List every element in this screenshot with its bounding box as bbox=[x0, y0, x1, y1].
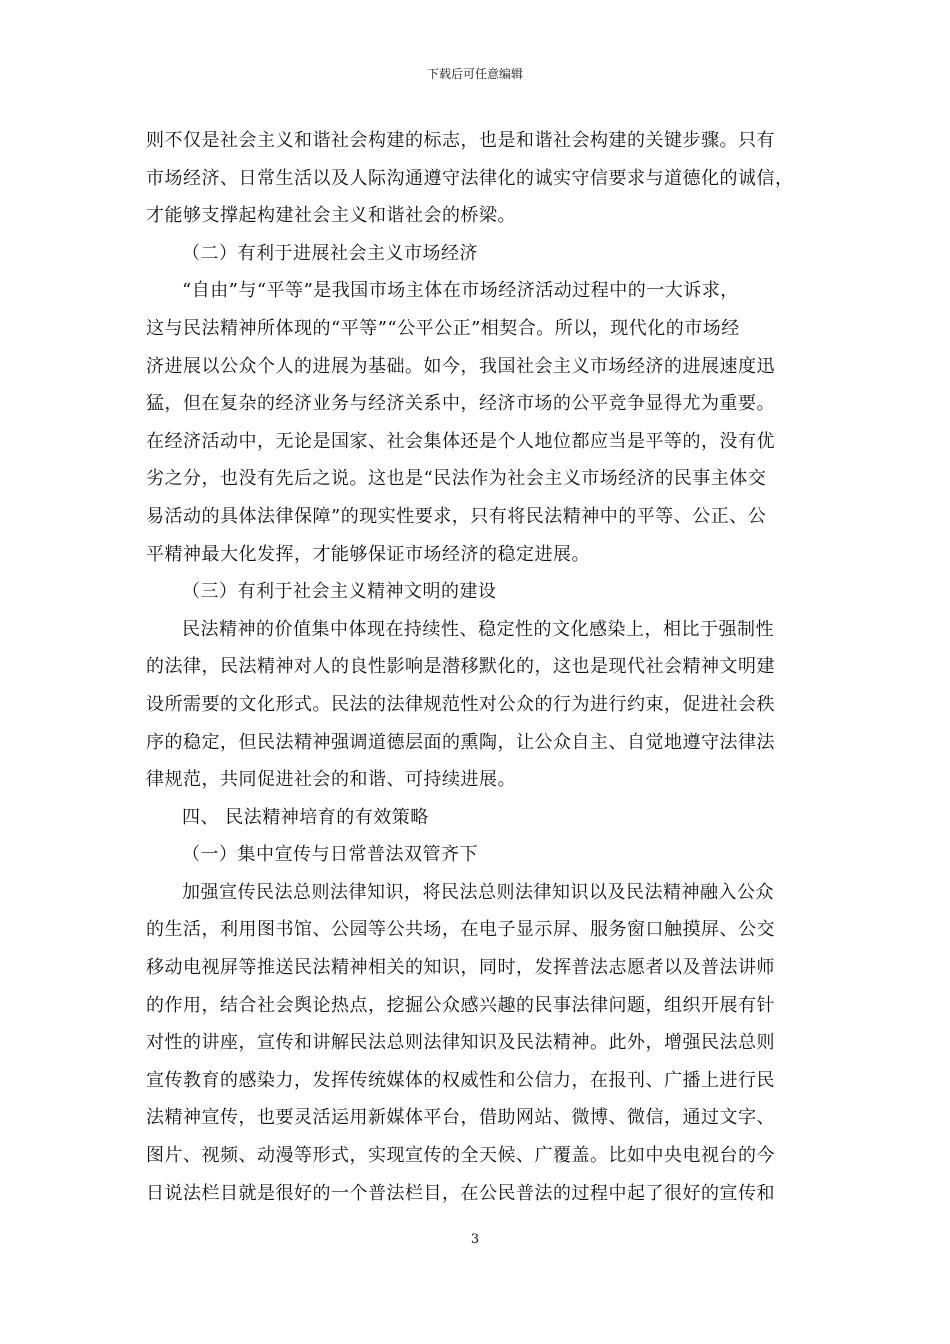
body-line: 对性的讲座，宣传和讲解民法总则法律知识及民法精神。此外，增强民法总则 bbox=[146, 1032, 775, 1054]
body-line: 设所需要的文化形式。民法的法律规范性对公众的行为进行约束，促进社会秩 bbox=[146, 693, 775, 715]
body-line: 法精神宣传，也要灵活运用新媒体平台，借助网站、微博、微信，通过文字、 bbox=[146, 1107, 775, 1129]
body-line: 序的稳定，但民法精神强调道德层面的熏陶，让公众自主、自觉地遵守法律法 bbox=[146, 731, 775, 753]
section-heading: （二）有利于进展社会主义市场经济 bbox=[182, 242, 478, 264]
body-line: 这与民法精神所体现的“平等”“公平公正”相契合。所以，现代化的市场经 bbox=[146, 317, 740, 339]
page-number: 3 bbox=[470, 1232, 480, 1247]
body-line: 猛，但在复杂的经济业务与经济关系中，经济市场的公平竞争显得尤为重要。 bbox=[146, 393, 775, 415]
body-line: 图片、视频、动漫等形式，实现宣传的全天候、广覆盖。比如中央电视台的今 bbox=[146, 1145, 775, 1167]
body-line: 易活动的具体法律保障”的现实性要求，只有将民法精神中的平等、公正、公 bbox=[146, 505, 767, 527]
body-line: 在经济活动中，无论是国家、社会集体还是个人地位都应当是平等的，没有优 bbox=[146, 430, 775, 452]
body-line: 济进展以公众个人的进展为基础。如今，我国社会主义市场经济的进展速度迅 bbox=[146, 355, 775, 377]
document-body bbox=[146, 122, 812, 1212]
section-heading: （三）有利于社会主义精神文明的建设 bbox=[182, 581, 497, 603]
body-line: 的作用，结合社会舆论热点，挖掘公众感兴趣的民事法律问题，组织开展有针 bbox=[146, 994, 775, 1016]
body-line: 宣传教育的感染力，发挥传统媒体的权威性和公信力，在报刊、广播上进行民 bbox=[146, 1069, 775, 1091]
body-line: 市场经济、日常生活以及人际沟通遵守法律化的诚实守信要求与道德化的诚信， bbox=[146, 167, 794, 189]
body-line: 民法精神的价值集中体现在持续性、稳定性的文化感染上，相比于强制性 bbox=[182, 618, 774, 640]
chapter-heading: 四、 民法精神培育的有效策略 bbox=[182, 806, 429, 828]
body-line: 劣之分，也没有先后之说。这也是“民法作为社会主义市场经济的民事主体交 bbox=[146, 468, 767, 490]
body-line: 才能够支撑起构建社会主义和谐社会的桥梁。 bbox=[146, 205, 516, 227]
page-header: 下载后可任意编辑 bbox=[426, 67, 523, 81]
body-line: 的生活，利用图书馆、公园等公共场，在电子显示屏、服务窗口触摸屏、公交 bbox=[146, 919, 775, 941]
body-line: 加强宣传民法总则法律知识，将民法总则法律知识以及民法精神融入公众 bbox=[182, 881, 774, 903]
body-line: 日说法栏目就是很好的一个普法栏目，在公民普法的过程中起了很好的宣传和 bbox=[146, 1182, 775, 1204]
body-line: 平精神最大化发挥，才能够保证市场经济的稳定进展。 bbox=[146, 543, 590, 565]
body-line: “自由”与“平等”是我国市场主体在市场经济活动过程中的一大诉求， bbox=[182, 280, 739, 302]
body-line: 律规范，共同促进社会的和谐、可持续进展。 bbox=[146, 769, 516, 791]
body-line: 则不仅是社会主义和谐社会构建的标志，也是和谐社会构建的关键步骤。只有 bbox=[146, 130, 775, 151]
body-line: 移动电视屏等推送民法精神相关的知识，同时，发挥普法志愿者以及普法讲师 bbox=[146, 957, 775, 979]
section-heading: （一）集中宣传与日常普法双管齐下 bbox=[182, 844, 478, 866]
body-line: 的法律，民法精神对人的良性影响是潜移默化的，这也是现代社会精神文明建 bbox=[146, 656, 775, 678]
